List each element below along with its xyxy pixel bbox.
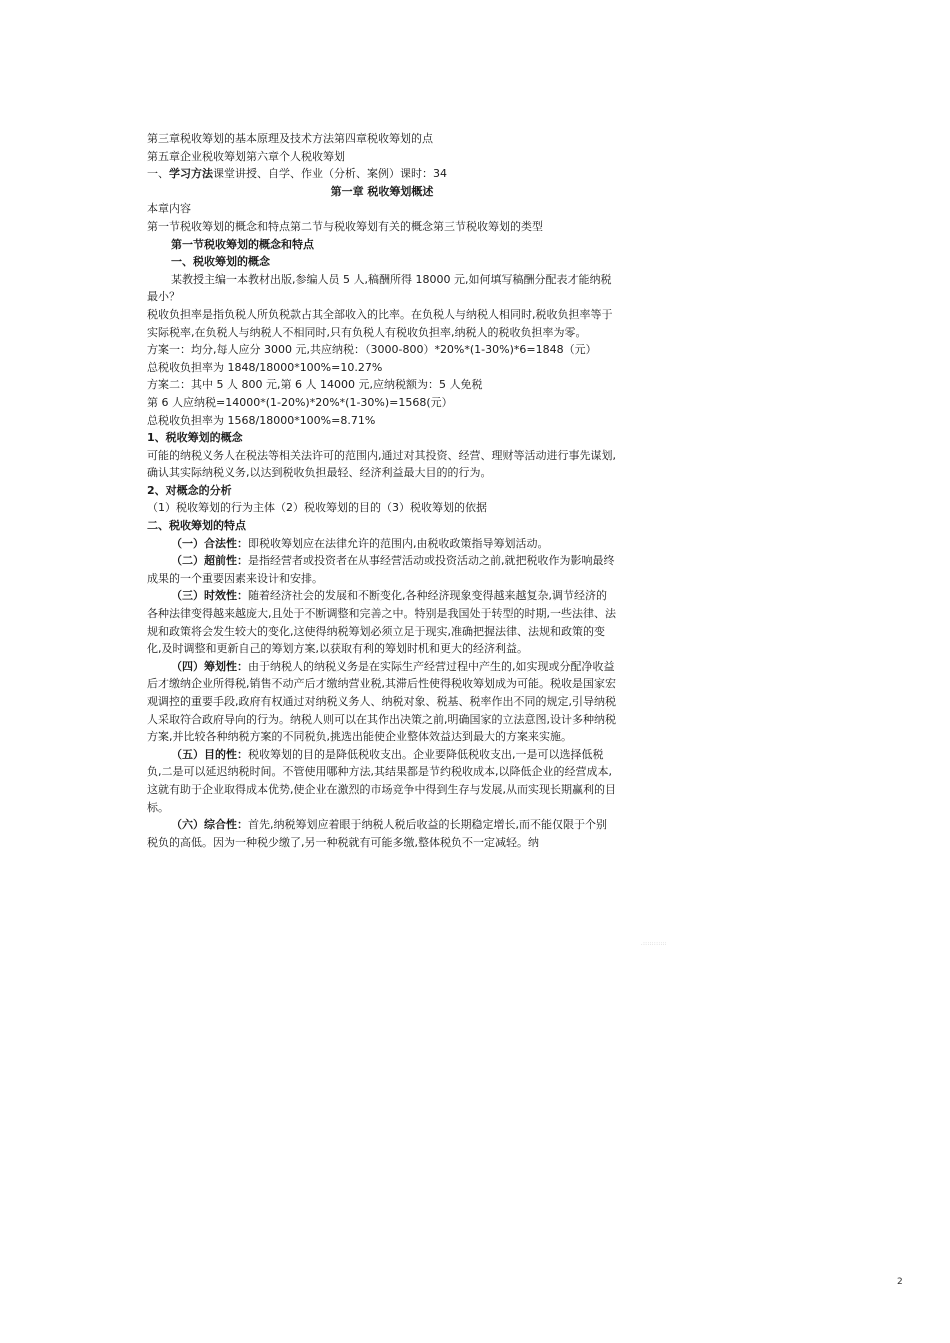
concept1-heading: 1、税收筹划的概念 — [147, 431, 243, 445]
feature-label: （四）筹划性： — [171, 659, 248, 673]
plan2-line-2: 第 6 人应纳税=14000*(1-20%)*20%*(1-30%)=1568(元） — [147, 395, 453, 409]
method-label: 学习方法 — [169, 167, 213, 181]
feature-paragraph — [147, 535, 617, 553]
feature-paragraph — [147, 816, 617, 851]
feature-paragraph — [147, 746, 617, 816]
plan1-line-2: 总税收负担率为 1848/18000*100%=10.27% — [147, 360, 383, 374]
toc-line-1: 第三章税收筹划的基本原理及技术方法第四章税收筹划的点 — [147, 132, 433, 145]
example-question: 某教授主编一本教材出版,参编人员 5 人,稿酬所得 18000 元,如何填写稿酬分配表才能纳税最小？ — [147, 272, 612, 304]
feature-paragraph — [147, 552, 617, 587]
feature-text: 首先,纳税筹划应着眼于纳税人税后收益的长期稳定增长,而不能仅限于个别税负的高低。因为一种税少缴了,另一种税就有可能多缴,整体税负不一定减轻。纳 — [147, 818, 607, 849]
burden-definition: 税收负担率是指负税人所负税款占其全部收入的比率。在负税人与纳税人相同时,税收负担率等于实际税率,在负税人与纳税人不相同时,只有负税人有税收负担率,纳税人的税收负担率为零。 — [147, 307, 613, 339]
page-number: 2 — [897, 1277, 903, 1287]
concept1-text: 可能的纳税义务人在税法等相关法许可的范围内,通过对其投资、经营、理财等活动进行事先谋划,确认其实际纳税义务,以达到税收负担最轻、经济利益最大目的的行为。 — [147, 448, 616, 480]
method-prefix: 一、 — [147, 167, 169, 181]
chapter-title: 第一章 税收筹划概述 — [330, 184, 434, 198]
feature-label: （一）合法性： — [171, 536, 248, 550]
concept2-text: （1）税收筹划的行为主体（2）税收筹划的目的（3）税收筹划的依据 — [147, 501, 487, 515]
feature-label: （二）超前性： — [171, 554, 248, 568]
plan2-line-1: 方案二：其中 5 人 800 元,第 6 人 14000 元,应纳税额为：5 人免税 — [147, 378, 483, 392]
concept-heading: 一、税收筹划的概念 — [171, 255, 270, 269]
section-title: 第一节税收筹划的概念和特点 — [171, 237, 314, 251]
feature-text: 随着经济社会的发展和不断变化,各种经济现象变得越来越复杂,调节经济的各种法律变得越来越庞大,且处于不断调整和完善之中。特别是我国处于转型的时期,一些法律、法规和政策将会发生较大的变化,这使得纳税筹划必须立足于现实,准确把握法律、法规和政策的变化,及时调整和更新自己的筹划方案,以获取有利的筹划时机和更大的经济利益。 — [147, 589, 616, 656]
feature-label: （六）综合性： — [171, 818, 248, 832]
feature-paragraph — [147, 658, 617, 746]
watermark-dots: .::::::::::: — [641, 941, 668, 947]
plan2-line-3: 总税收负担率为 1568/18000*100%=8.71% — [147, 413, 376, 427]
chapter-sections: 第一节税收筹划的概念和特点第二节与税收筹划有关的概念第三节税收筹划的类型 — [147, 219, 543, 233]
feature-label: （五）目的性： — [171, 747, 248, 761]
features-heading: 二、税收筹划的特点 — [147, 519, 246, 533]
plan1-line-1: 方案一：均分,每人应分 3000 元,共应纳税：（3000-800）*20%*(1-30%)*6=1848（元） — [147, 343, 597, 357]
concept2-heading: 2、对概念的分析 — [147, 483, 232, 497]
feature-text: 是指经营者或投资者在从事经营活动或投资活动之前,就把税收作为影响最终成果的一个重要因素来设计和安排。 — [147, 554, 615, 585]
chapter-contents-label: 本章内容 — [147, 202, 191, 216]
feature-text: 即税收筹划应在法律允许的范围内,由税收政策指导筹划活动。 — [248, 536, 549, 550]
document-page — [147, 130, 617, 851]
method-text: 课堂讲授、自学、作业（分析、案例）课时：34 — [213, 167, 447, 181]
feature-text: 税收筹划的目的是降低税收支出。企业要降低税收支出,一是可以选择低税负,二是可以延迟纳税时间。不管使用哪种方法,其结果都是节约税收成本,以降低企业的经营成本,这就有助于企业取得成本优势,使企业在激烈的市场竞争中得到生存与发展,从而实现长期赢利的目标。 — [147, 747, 616, 814]
toc-line-2: 第五章企业税收筹划第六章个人税收筹划 — [147, 149, 345, 163]
feature-text: 由于纳税人的纳税义务是在实际生产经营过程中产生的,如实现或分配净收益后才缴纳企业所得税,销售不动产后才缴纳营业税,其滞后性使得税收筹划成为可能。税收是国家宏观调控的重要手段,政府有权通过对纳税义务人、纳税对象、税基、税率作出不同的规定,引导纳税人采取符合政府导向的行为。纳税人则可以在其作出决策之前,明确国家的立法意图,设计多种纳税方案,并比较各种纳税方案的不同税负,挑选出能使企业整体效益达到最大的方案来实施。 — [147, 659, 616, 744]
feature-paragraph — [147, 587, 617, 657]
feature-label: （三）时效性： — [171, 589, 248, 603]
study-method — [147, 165, 617, 183]
